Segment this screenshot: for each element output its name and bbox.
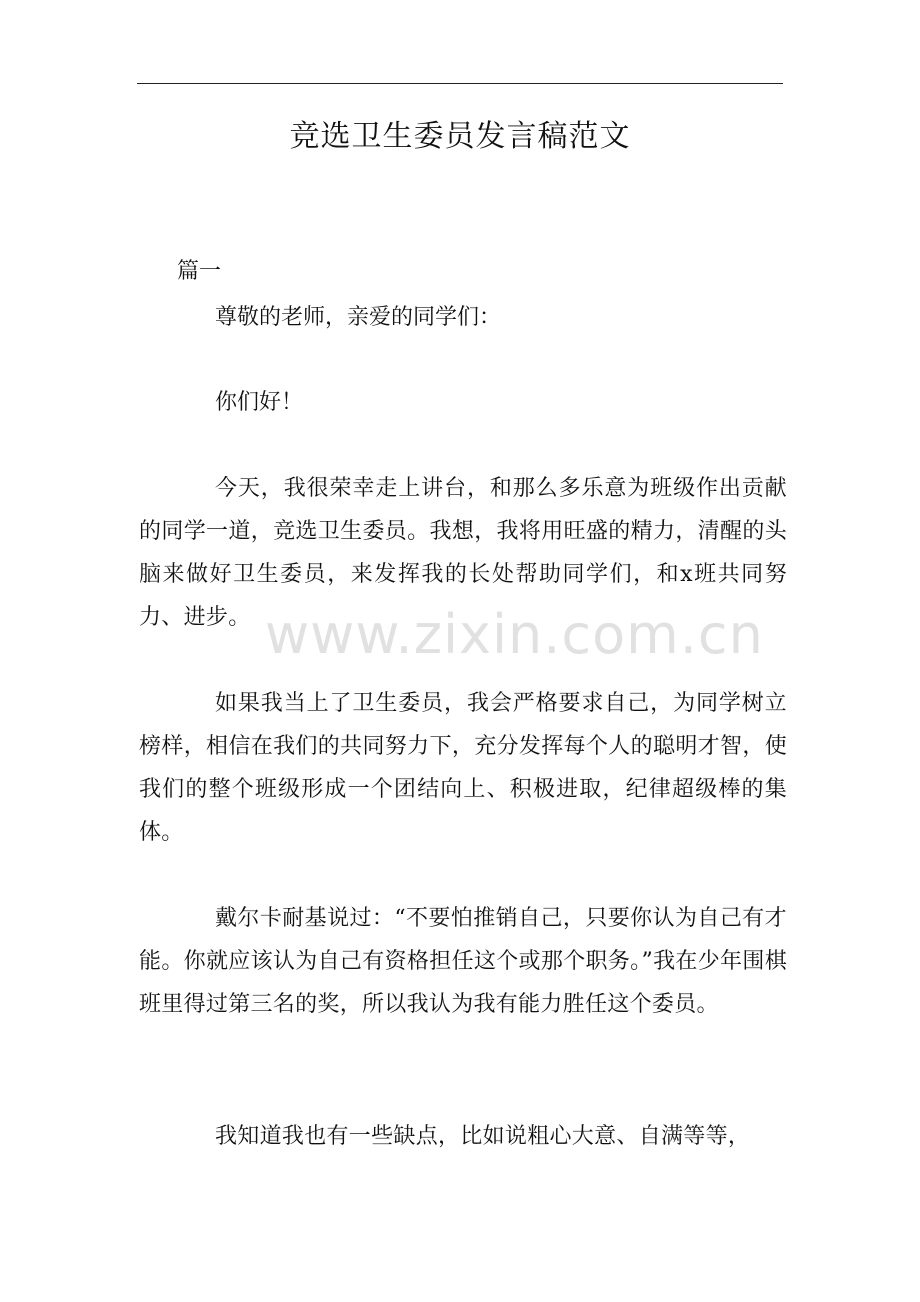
section-label: 篇一 xyxy=(177,259,222,284)
paragraph-3: 戴尔卡耐基说过：“不要怕推销自己，只要你认为自己有才能。你就应该认为自己有资格担任这个或那个职务。”我在少年围棋班里得过第三名的奖，所以我认为我有能力胜任这个委员。 xyxy=(139,906,787,1017)
greeting: 你们好！ xyxy=(215,390,304,415)
paragraph-4: 我知道我也有一些缺点，比如说粗心大意、自满等等， xyxy=(215,1124,751,1149)
paragraph-2: 如果我当上了卫生委员，我会严格要求自己，为同学树立榜样，相信在我们的共同努力下，充分发挥每个人的聪明才智，使我们的整个班级形成一个团结向上、积极进取，纪律超级棒的集体。 xyxy=(139,691,787,845)
header-rule xyxy=(137,83,783,84)
watermark: www.zixin.com.cn xyxy=(265,603,764,666)
page-title: 竞选卫生委员发言稿范文 xyxy=(289,119,631,154)
paragraph-1: 今天，我很荣幸走上讲台，和那么多乐意为班级作出贡献的同学一道，竞选卫生委员。我想，我将用旺盛的精力，清醒的头脑来做好卫生委员，来发挥我的长处帮助同学们，和x班共同努力、进步。 xyxy=(139,476,787,630)
salutation: 尊敬的老师，亲爱的同学们： xyxy=(215,305,502,330)
